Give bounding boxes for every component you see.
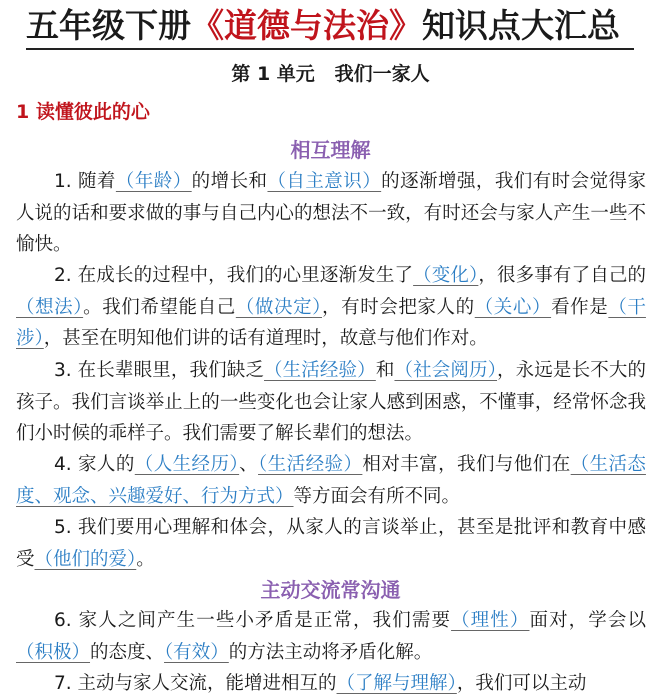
point-2: [16, 260, 646, 355]
section-heading-communication: 主动交流常沟通: [260, 578, 401, 602]
section-heading-mutual-understanding: 相互理解: [290, 138, 371, 162]
text-segment: 、: [239, 454, 259, 475]
text-segment: 5. 我们要用心理解和体会，从家人的言谈举止，甚至是批评和教育中感受: [16, 517, 646, 570]
text-segment: 7. 主动与家人交流，能增进相互的: [54, 673, 337, 694]
text-segment: ，我们可以主动: [456, 673, 587, 694]
title-summary: 知识点大汇总: [422, 6, 620, 45]
answer-blank: （年龄）: [115, 171, 192, 192]
text-segment: 6. 家人之间产生一些小矛盾是正常，我们需要: [54, 610, 452, 631]
answer-blank: （他们的爱）: [34, 548, 137, 570]
answer-blank: （积极）: [16, 641, 91, 663]
title-grade: 五年级下册: [26, 6, 191, 45]
point-4: [16, 449, 646, 512]
answer-blank: （理性）: [451, 610, 530, 631]
point-1: [16, 166, 646, 261]
text-segment: ，很多事有了自己的: [478, 265, 646, 286]
text-segment: 看作是: [551, 296, 609, 318]
text-segment: 相对丰富，我们与他们在: [362, 454, 571, 475]
text-segment: 2. 在成长的过程中，我们的心里逐渐发生了: [54, 265, 414, 286]
point-6: [16, 605, 646, 668]
text-segment: 3. 在长辈眼里，我们缺乏: [54, 360, 265, 381]
answer-blank: （变化）: [413, 265, 479, 286]
text-segment: ，永远是长不大的孩子。我们言谈举止上的一些变化也会让家人感到困惑，不懂事，经常怀念我们小时候的乖样子。我们需要了解长辈们的想法。: [16, 360, 646, 444]
text-segment: 等方面会有所不同。: [293, 485, 461, 507]
document-title: [26, 4, 634, 50]
text-segment: 的逐渐增强，我们有时会觉得家人说的话和要求做的事与自己内心的想法不一致，有时还会与家人产生一些不愉快。: [16, 171, 646, 255]
answer-blank: （干涉）: [16, 296, 646, 349]
answer-blank: （自主意识）: [267, 171, 382, 192]
title-subject: 《道德与法治》: [191, 6, 422, 45]
answer-blank: （社会阅历）: [394, 360, 498, 381]
text-segment: 的增长和: [191, 171, 268, 192]
text-segment: 1. 随着: [54, 171, 116, 192]
answer-blank: （人生经历）: [134, 454, 240, 475]
answer-blank: （生活经验）: [264, 360, 376, 381]
text-segment: 的态度、: [90, 641, 165, 663]
answer-blank: （想法）: [16, 296, 84, 318]
point-3: [16, 355, 646, 450]
answer-blank: （有效）: [164, 641, 229, 663]
text-segment: 面对，学会以: [529, 610, 646, 631]
answer-blank: （了解与理解）: [336, 673, 457, 694]
text-segment: ，有时会把家人的: [322, 296, 475, 318]
text-segment: 。我们希望能自己: [83, 296, 236, 318]
answer-blank: （关心）: [474, 296, 552, 318]
text-segment: 4. 家人的: [54, 454, 135, 475]
answer-blank: （生活态度、观念、兴趣爱好、行为方式）: [16, 454, 646, 507]
answer-blank: （生活经验）: [258, 454, 363, 475]
text-segment: ，甚至在明知他们讲的话有道理时，故意与他们作对。: [43, 328, 488, 349]
text-segment: 和: [375, 360, 395, 381]
point-5: [16, 512, 646, 575]
unit-heading: 第 1 单元 我们一家人: [231, 63, 430, 85]
answer-blank: （做决定）: [235, 296, 323, 318]
text-segment: 的方法主动将矛盾化解。: [228, 641, 433, 663]
point-7: [16, 668, 646, 700]
text-segment: 。: [136, 548, 155, 570]
lesson-heading: 1 读懂彼此的心: [16, 101, 150, 123]
